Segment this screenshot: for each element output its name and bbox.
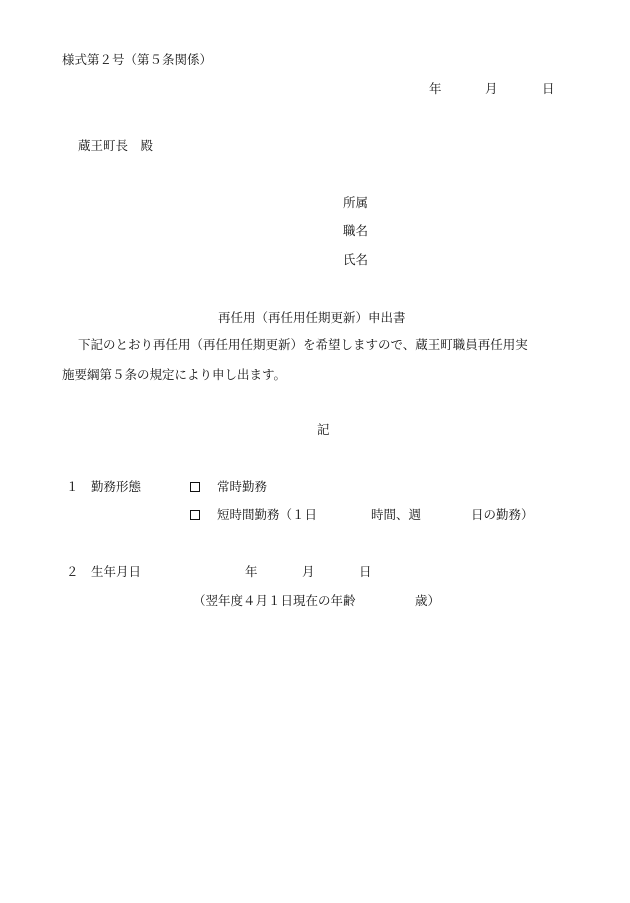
parttime-checkbox[interactable] <box>190 510 200 520</box>
date-day-label: 日 <box>542 81 555 96</box>
position-label: 職名 <box>343 223 369 238</box>
date-year-label: 年 <box>429 81 442 96</box>
birth-year-label: 年 <box>245 564 258 579</box>
date-month-label: 月 <box>485 81 498 96</box>
ki-heading: 記 <box>317 422 330 437</box>
name-label: 氏名 <box>343 252 369 267</box>
parttime-label-a: 短時間勤務（１日 <box>217 507 318 522</box>
item1-number: １ <box>66 479 79 494</box>
age-note-a: （翌年度４月１日現在の年齢 <box>193 593 356 608</box>
item2-label: 生年月日 <box>91 564 142 579</box>
parttime-label-c: 日の勤務） <box>471 507 534 522</box>
fulltime-label: 常時勤務 <box>217 479 268 494</box>
document-title: 再任用（再任用任期更新）申出書 <box>218 310 406 325</box>
item2-number: ２ <box>66 564 79 579</box>
parttime-label-b: 時間、週 <box>371 507 422 522</box>
birth-month-label: 月 <box>302 564 315 579</box>
body-line-2: 施要綱第５条の規定により申し出ます。 <box>62 367 287 382</box>
body-line-1: 下記のとおり再任用（再任用任期更新）を希望しますので、蔵王町職員再任用実 <box>78 337 528 352</box>
form-number: 様式第２号（第５条関係） <box>62 52 213 67</box>
addressee: 蔵王町長 殿 <box>78 138 154 153</box>
birth-day-label: 日 <box>359 564 372 579</box>
fulltime-checkbox[interactable] <box>190 482 200 492</box>
item1-label: 勤務形態 <box>91 479 142 494</box>
age-note-b: 歳） <box>415 593 441 608</box>
affiliation-label: 所属 <box>343 195 369 210</box>
